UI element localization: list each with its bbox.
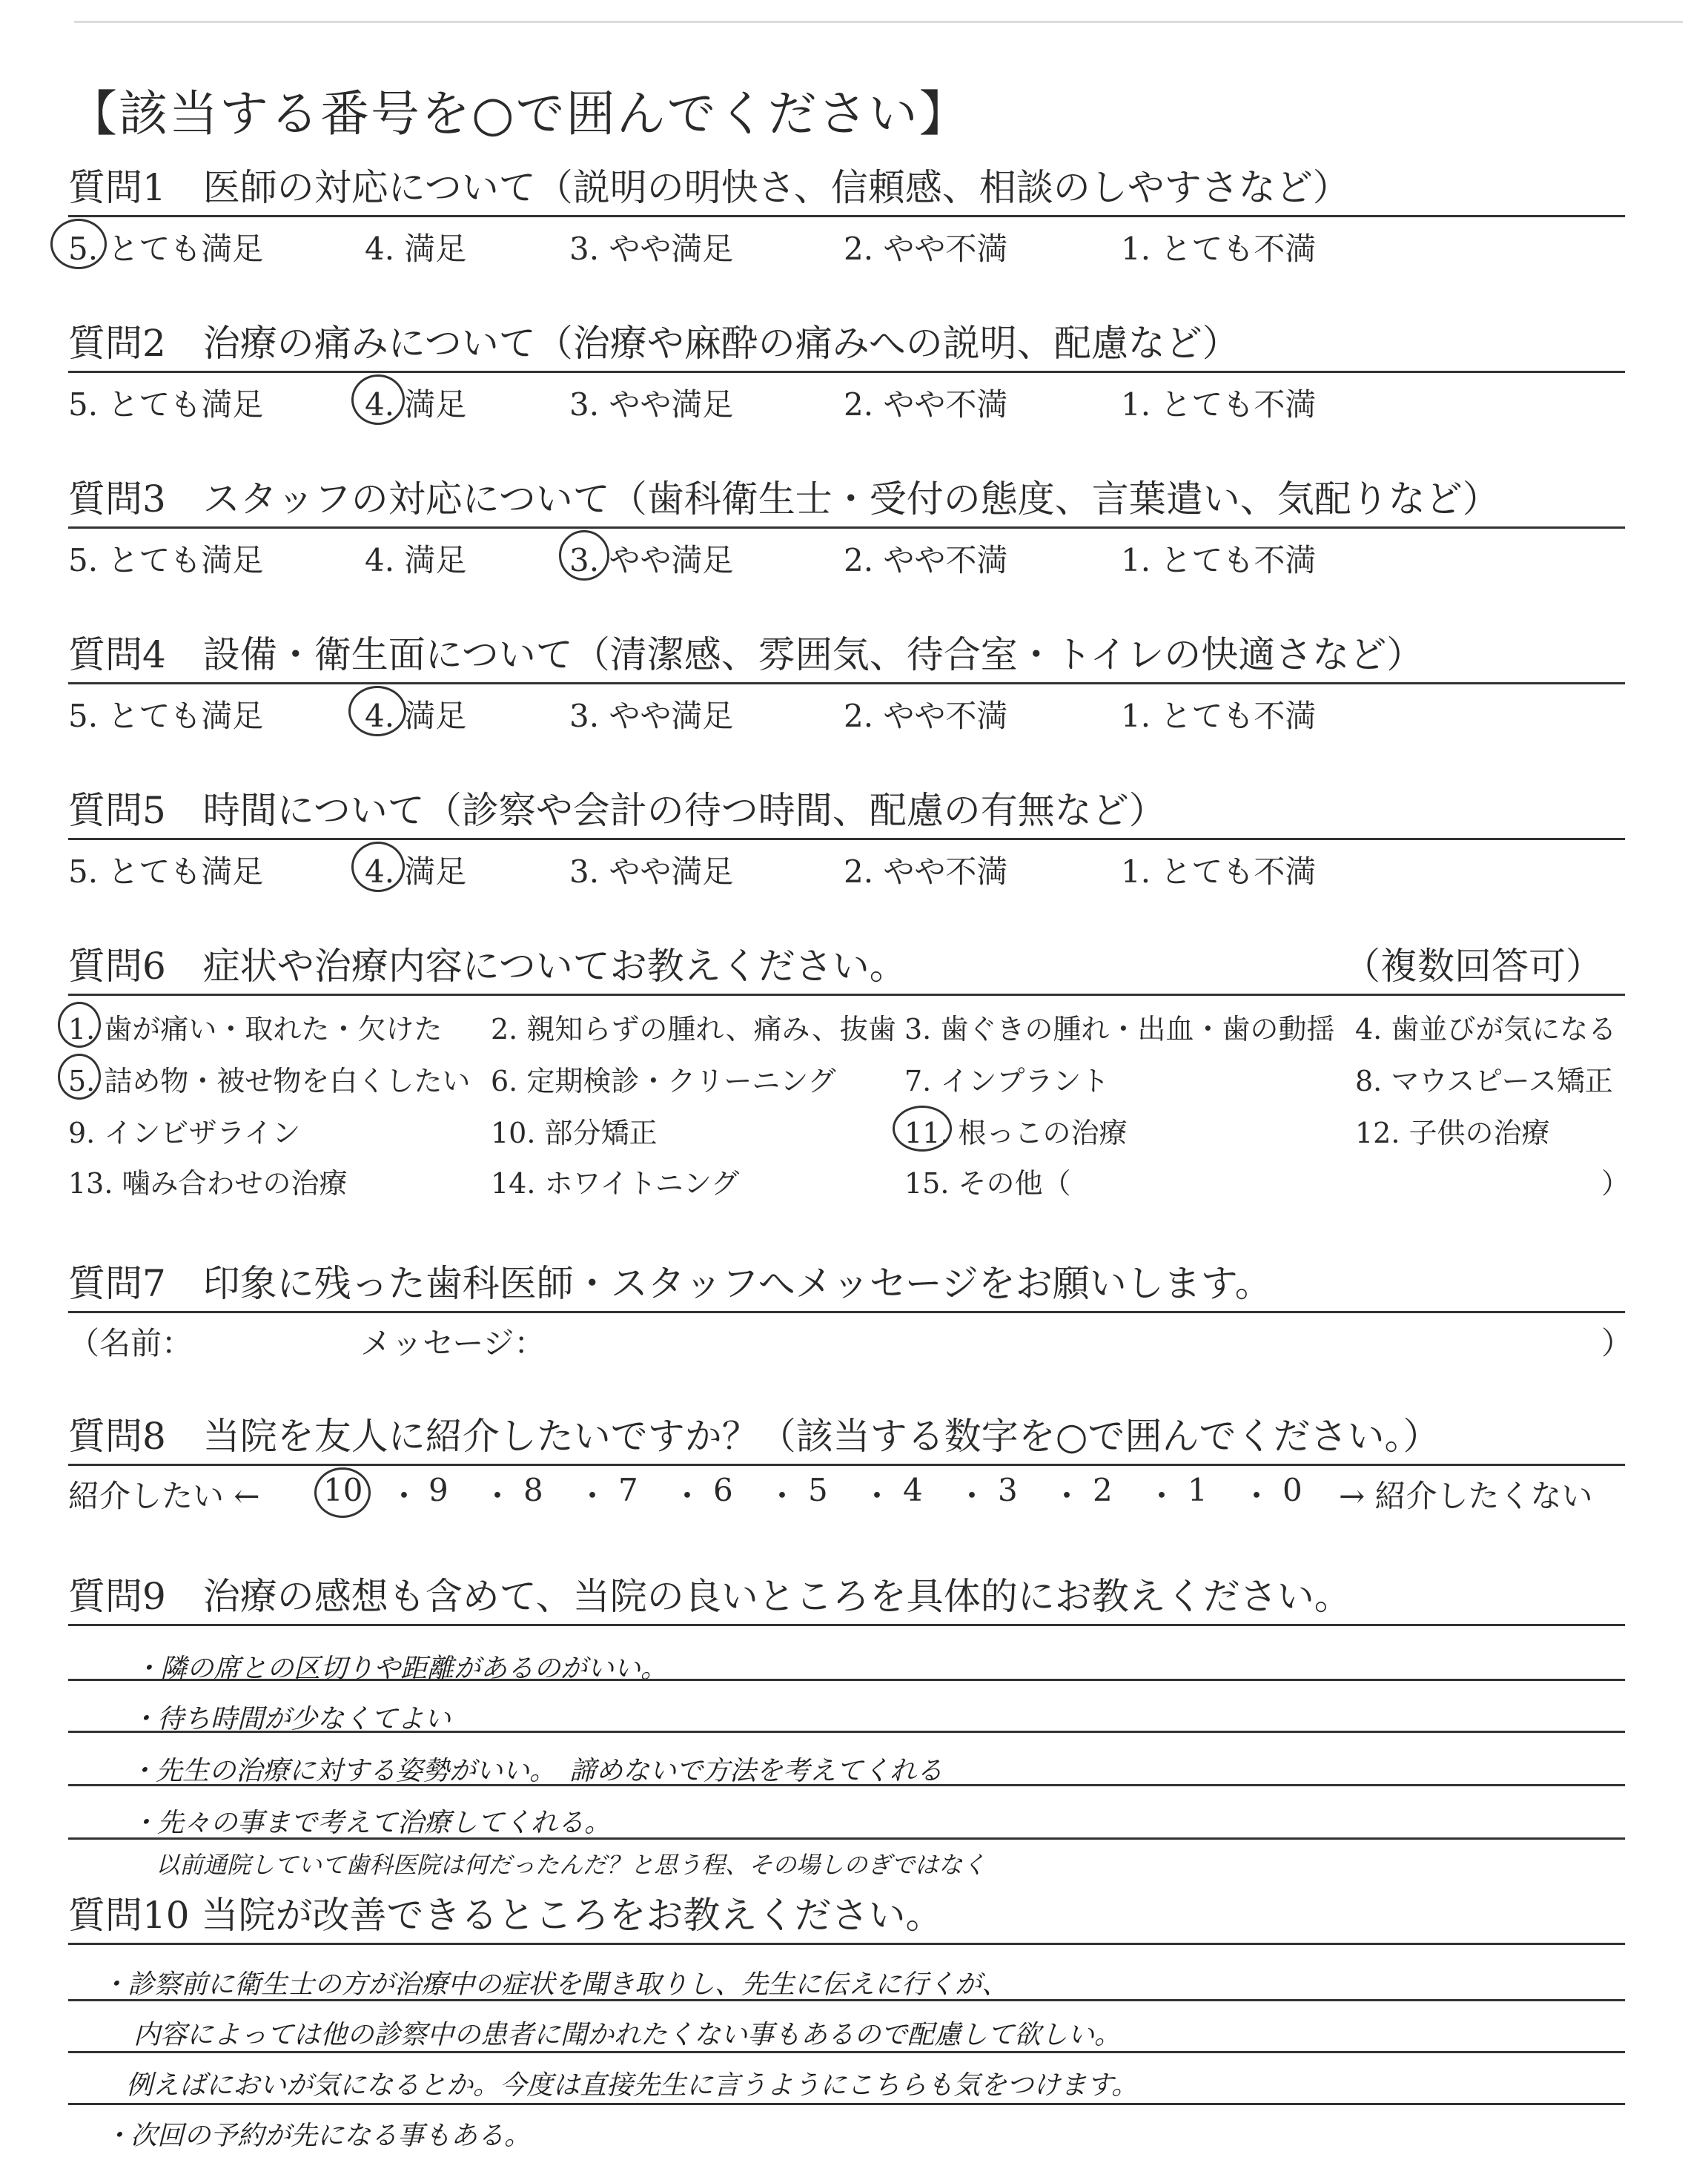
q5-option-5[interactable]: 5. とても満足 [68,853,264,890]
q9-answer-2: ・待ち時間が少なくてよい [130,1704,451,1734]
q6-item-15-close: ） [1601,1167,1630,1200]
q6-item-14[interactable]: 14. ホワイトニング [491,1167,740,1200]
q1-option-5[interactable]: 5. とても満足 [68,231,264,267]
question-1 [68,165,1625,269]
q9-answer-5: 以前通院していて歯科医院は何だったんだ？と思う程、その場しのぎではなく [156,1851,987,1879]
q6-item-6[interactable]: 6. 定期検診・クリーニング [491,1065,836,1097]
question-4 [68,632,1625,736]
q6-selected-circle-11 [893,1106,952,1152]
question-9-label: 質問9 治療の感想も含めて、当院の良いところを具体的にお教えください。 [68,1575,1351,1618]
question-7-label: 質問7 印象に残った歯科医師・スタッフへメッセージをお願いします。 [68,1262,1272,1305]
q8-scale-4[interactable]: 4 [903,1472,923,1508]
q2-option-2[interactable]: 2. やや不満 [844,386,1008,423]
q9-answer-4: ・先々の事まで考えて治療してくれる。 [130,1808,612,1838]
question-3 [68,476,1625,581]
q1-option-1[interactable]: 1. とても不満 [1121,231,1317,267]
page-title: 【該当する番号を○で囲んでください】 [68,85,970,142]
q4-option-3[interactable]: 3. やや満足 [569,698,734,734]
question-1-label: 質問1 医師の対応について（説明の明快さ、信頼感、相談のしやすさなど） [68,166,1350,209]
question-2-label: 質問2 治療の痛みについて（治療や麻酔の痛みへの説明、配慮など） [68,322,1239,365]
q4-option-2[interactable]: 2. やや不満 [844,698,1008,734]
q2-option-4[interactable]: 4. 満足 [365,386,467,423]
q3-option-5[interactable]: 5. とても満足 [68,542,264,578]
q10-answer-2: 内容によっては他の診察中の患者に聞かれたくない事もあるので配慮して欲しい。 [133,2020,1122,2050]
q3-option-1[interactable]: 1. とても不満 [1121,542,1317,578]
question-3-label: 質問3 スタッフの対応について（歯科衛生士・受付の態度、言葉遣い、気配りなど） [68,478,1500,521]
q1-option-3[interactable]: 3. やや満足 [569,231,734,267]
q2-option-3[interactable]: 3. やや満足 [569,386,734,423]
question-4-label: 質問4 設備・衛生面について（清潔感、雰囲気、待合室・トイレの快適さなど） [68,633,1424,676]
q8-selected-circle [314,1467,371,1518]
q8-scale-9[interactable]: 9 [428,1472,448,1508]
question-6 [68,943,1630,1218]
question-5 [68,787,1625,892]
q7-name-label: （名前： [68,1325,193,1361]
q4-option-1[interactable]: 1. とても不満 [1121,698,1317,734]
q6-item-8[interactable]: 8. マウスピース矯正 [1355,1065,1613,1097]
q8-scale-0[interactable]: 0 [1282,1472,1302,1508]
q8-scale-5[interactable]: 5 [808,1472,828,1508]
q5-option-3[interactable]: 3. やや満足 [569,853,734,890]
question-6-text: 質問6 症状や治療内容についてお教えください。 [68,945,907,988]
q9-answer-1: ・隣の席との区切りや距離があるのがいい。 [133,1654,668,1684]
q2-option-1[interactable]: 1. とても不満 [1121,386,1317,423]
q8-scale-7[interactable]: 7 [618,1472,638,1508]
q2-option-5[interactable]: 5. とても満足 [68,386,264,423]
q4-selected-circle [348,686,406,736]
q8-scale: 紹介したい ← 10 ・ 9 ・ 8 ・ 7 ・ 6 ・ 5 ・ 4 ・ 3 ・ 2 ・ 1 ・ 0 → 紹介したくない [68,1466,1625,1518]
q8-scale-1[interactable]: 1 [1188,1472,1208,1508]
q6-item-1[interactable]: 1. 歯が痛い・取れた・欠けた [68,1013,443,1046]
q2-selected-circle [351,374,405,425]
q6-item-15[interactable]: 15. その他（ [904,1167,1071,1200]
question-6-note: （複数回答可） [1343,945,1603,988]
q10-answer-line-3 [68,2103,1625,2105]
q6-item-2[interactable]: 2. 親知らずの腫れ、痛み、抜歯 [491,1013,896,1046]
q8-scale-8[interactable]: 8 [523,1472,543,1508]
q3-option-4[interactable]: 4. 満足 [365,542,467,578]
question-9 [68,1573,1625,1626]
q6-item-13[interactable]: 13. 噛み合わせの治療 [68,1167,348,1200]
q9-answer-3: ・先生の治療に対する姿勢がいい。 諦めないで方法を考えてくれる [129,1756,944,1786]
q6-item-4[interactable]: 4. 歯並びが気になる [1355,1013,1617,1046]
q7-message-label: メッセージ： [360,1325,546,1361]
question-2 [68,320,1625,425]
q8-scale-10[interactable]: 10 [323,1472,363,1508]
question-10-label: 質問10 当院が改善できるところをお教えください。 [68,1894,943,1937]
question-8-label: 質問8 当院を友人に紹介したいですか？（該当する数字を○で囲んでください。） [68,1415,1440,1458]
q8-scale-6[interactable]: 6 [713,1472,733,1508]
q10-answer-3: 例えばにおいが気になるとか。今度は直接先生に言うようにこちらも気をつけます。 [126,2070,1139,2101]
q1-option-4[interactable]: 4. 満足 [365,231,467,267]
q3-selected-circle [559,530,609,581]
q10-answer-4: ・次回の予約が先になる事もある。 [104,2121,532,2151]
q8-scale-2[interactable]: 2 [1093,1472,1113,1508]
q4-option-4[interactable]: 4. 満足 [365,698,467,734]
q6-item-12[interactable]: 12. 子供の治療 [1355,1117,1550,1149]
q6-item-9[interactable]: 9. インビザライン [68,1117,301,1149]
q6-selected-circle-5 [58,1054,101,1100]
q5-selected-circle [351,842,405,892]
q8-left-label: 紹介したい ← [68,1478,260,1514]
q7-close-paren: ） [1601,1325,1633,1361]
q6-item-3[interactable]: 3. 歯ぐきの腫れ・出血・歯の動揺 [904,1013,1335,1046]
q6-selected-circle-1 [58,1002,101,1048]
question-5-label: 質問5 時間について（診察や会計の待つ時間、配慮の有無など） [68,789,1166,832]
top-border-line [74,21,1683,23]
question-10-rule [68,1943,1625,1945]
q6-item-5[interactable]: 5. 詰め物・被せ物を白くしたい [68,1065,471,1097]
q6-item-11[interactable]: 11. 根っこの治療 [904,1117,1128,1149]
q3-option-2[interactable]: 2. やや不満 [844,542,1008,578]
q5-option-1[interactable]: 1. とても不満 [1121,853,1317,890]
q10-answer-1: ・診察前に衛生士の方が治療中の症状を聞き取りし、先生に伝えに行くが、 [101,1969,1009,2000]
q8-scale-3[interactable]: 3 [998,1472,1018,1508]
q1-selected-circle [50,219,107,269]
q6-item-10[interactable]: 10. 部分矯正 [491,1117,658,1149]
question-8 [68,1413,1625,1518]
question-7 [68,1261,1633,1365]
q5-option-4[interactable]: 4. 満足 [365,853,467,890]
q4-option-5[interactable]: 5. とても満足 [68,698,264,734]
q3-option-3[interactable]: 3. やや満足 [569,542,734,578]
q1-option-2[interactable]: 2. やや不満 [844,231,1008,267]
q5-option-2[interactable]: 2. やや不満 [844,853,1008,890]
q6-item-7[interactable]: 7. インプラント [904,1065,1110,1097]
question-6-label [68,943,1625,989]
q8-right-label: → 紹介したくない [1339,1478,1593,1514]
question-10 [68,1892,1625,1945]
question-9-rule [68,1624,1625,1626]
